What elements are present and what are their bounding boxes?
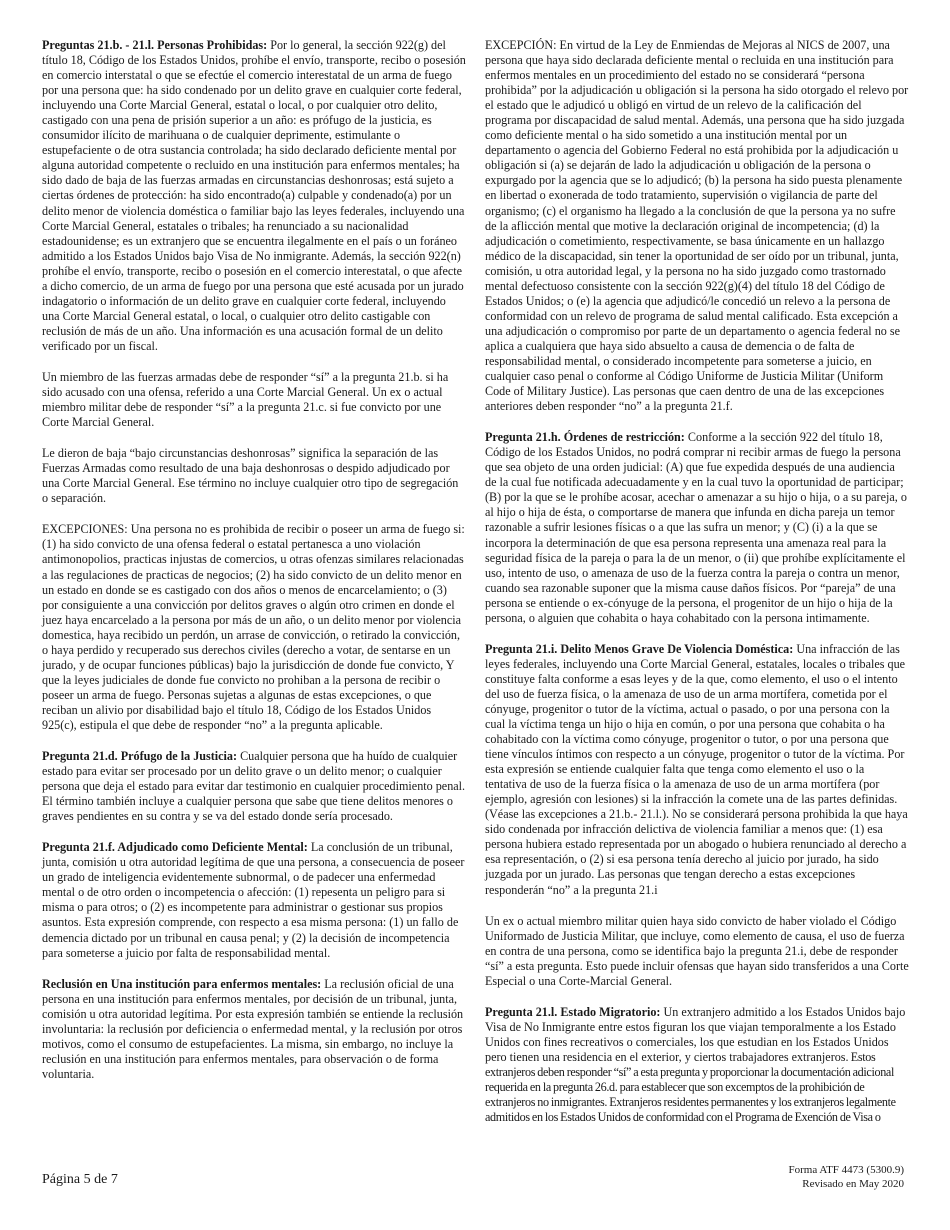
paragraph-estado-migratorio: [485, 1005, 909, 1125]
text-estado-migratorio-condensed: Estos extranjeros deben responder “sí” a esta pregunta y proporcionar la documentación adicional requerida en la pregunta 26.d. para establecer que son excemptos de la prohibición de extranjeros no inmigrantes. Extranjeros residentes permanentes y los extranjeros legalmente admitidos en los Estados Unidos de conformidad con el Programa de Exención de Visa o: [485, 1049, 896, 1125]
paragraph-excepciones: [42, 522, 466, 733]
heading-ordenes-restriccion: Pregunta 21.h. Órdenes de restricción:: [485, 430, 685, 445]
text-baja-deshonrosa: Le dieron de baja “bajo circunstancias deshonrosas” significa la separación de las Fuerzas Armadas como resultado de una baja deshonrosas o despido adjudicado por una Corte Marcial General. Ese término no incluye cualquier otro tipo de segregación o separación.: [42, 446, 459, 506]
paragraph-baja-deshonrosa: [42, 446, 466, 506]
right-column: [485, 38, 909, 1141]
text-violencia-domestica: Una infracción de las leyes federales, incluyendo una Corte Marcial General, estatales, locales o tribales que constituye falta conforme a esas leyes y de la que, como elemento, el uso o el intento del uso de fuerza física, o la amenaza de uso de un arma mortífera, cometida por el cónyuge, progenitor o tutor de la víctima, actual o pasado, o por una persona con la cual la víctima tenga un hijo o hija en común, o por una persona que cohabita o ha cohabitado con la víctima como cónyuge, progenitor o tutor, o por una persona que tiene vínculos íntimos con respecto a un cónyuge, progenitor o tutor de la víctima. Por esta expresión se entiende cualquier falta que tenga como elemento el uso o la tentativa de uso de la fuerza física o la amenaza de uso de un arma mortífera (por ejemplo, agresión con lesiones) si la infracción la comete una de las partes definidas. (Véase las excepciones a 21.b.- 21.l.). No se considerará persona prohibida la que haya sido condenada por infracción delictiva de violencia familiar a menos que: (1) esa persona hubiera estado representada por un abogado o hubiera renunciado al derecho a esa representación, o (2) si esa persona tenía derecho al juicio por jurado, ha sido juzgada por un jurado. Las personas que tengan derecho a estas excepciones responderán “no” a la pregunta 21.i: [485, 641, 908, 897]
paragraph-fuerzas-armadas: [42, 370, 466, 430]
paragraph-ex-militar: [485, 914, 909, 989]
revision-date: Revisado en May 2020: [802, 1178, 904, 1190]
page-number: Página 5 de 7: [42, 1172, 118, 1187]
text-deficiente-mental: La conclusión de un tribunal, junta, comisión u otra autoridad legítima de que una persona, a consecuencia de poseer un grado de inteligencia evidentemente subnormal, o de padecer una enfermedad mental o de otro orden o incompetencia o afección: (1) repesenta un peligro para si misma o para otros; o (2) es incompetente para administrar o gestionar sus propios asuntos. Esta expresión comprende, con respecto a esa misma persona: (1) un fallo de demencia dictado por un tribunal en causa penal; y (2) la decisión de incompetencia para someterse a juicio por falta de responsabilidad mental.: [42, 840, 465, 960]
text-reclusion: La reclusión oficial de una persona en una institución para enfermos mentales, por decisión de un tribunal, junta, comisión u otra autoridad legítima. Por esta expresión también se entiende la reclusión involuntaria: la reclusión por deficiencia o enfermedad mental, y la reclusión por otros motivos, como el consumo de estupefacientes. La misma, sin embargo, no incluye la reclusión en una institución para enfermos mentales, para observación o de forma voluntaria.: [42, 976, 464, 1081]
text-excepcion-nics: EXCEPCIÓN: En virtud de la Ley de Enmiendas de Mejoras al NICS de 2007, una persona que haya sido declarada deficiente mental o recluida en una institución para enfermos mentales en un procedimiento del estado no se considerará “persona prohibida” por la adjudicación u obligación si la persona ha sido otorgado el relevo por el estado que le adjudicó u obligó en virtud de un relevo de la calificación del programa por discapacidad de salud mental. Además, una persona que ha sido juzgada como deficiente mental o ha sido sometido a una institución mental por un departamento o agencia del Gobierno Federal no está prohibida por la adjudicación u obligación si (a) se dejarán de lado la adjudicación u obligación de la persona o expurgado por la agencia que se lo adjudicó; (b) la persona ha sido puesta plenamente en libertad o exonerada de todo tratamiento, supervisión o vigilancia de parte del organismo; (c) el organismo ha llegado a la conclusión de que la persona ya no sufre de la aflicción mental que motive la declaración original de incompetencia; (d) la adjudicación o cometimiento, respectivamente, se basa únicamente en un hallazgo médico de la discapacidad, sin tener la oportunidad de ser oído por un tribunal, junta, comisión, u otra autoridad legal, y la persona no ha sido juzgado como trastornado mental defectuoso consistente con la sección 922(g)(4) del título 18 del Código de Estados Unidos; o (e) la agencia que adjudicó/le concedió un relevo a la persona de conformidad con un relevo de programa de salud mental calificado. Esta excepción a una adjudicación o compromiso por parte de un departamento o agencia federal no se aplica a cualquiera que haya sido absuelto a causa de demencia o de falta de responsabilidad mental, o considerado incompetente para someterse a juicio, en cualquier caso penal o conforme al Código Uniforme de Justicia Militar (Uniform Code of Military Justice). Las personas que caen dentro de una de las excepciones anteriores deben responder “no” a la pregunta 21.f.: [485, 38, 909, 414]
heading-estado-migratorio: Pregunta 21.l. Estado Migratorio:: [485, 1004, 661, 1019]
text-excepciones: EXCEPCIONES: Una persona no es prohibida de recibir o poseer un arma de fuego si: (1) ha sido convicto de una ofensa federal o estatal pertanesca a uno violación antimonopolios, practicas injustas de comercios, u otras ofenzas similares relacionadas a las regulaciones de practicas de negocios; (2) ha sido convicto de un delito menor en un estado en donde se es castigado con dos años o menos de encarcelamiento; o (3) por consiguiente a una convicción por delitos graves o algún otro crimen en donde el juez haya encarcelado a la persona por más de un año, o un delito menor por violencia domestica, haya recibido un perdón, un arrase de convicción, o retirado la convicción, o haya perdido y recuperado sus derechos civiles (derecho a votar, de sentarse en un jurado, y de ocupar funciones públicas) bajo la jurisdicción de donde fue convicto, Y que la leyes judiciales de donde fue convicto no prohiban a la persona de recibir o poseer un arma de fuego. Personas sujetas a algunas de estas excepciones, o que reciban un alivio por disabilidad bajo el título 18, Código de los Estados Unidos 925(c), estipula el que debe de responder “no” a la pregunta aplicable.: [42, 522, 465, 732]
paragraph-deficiente-mental: [42, 840, 466, 960]
paragraph-violencia-domestica: [485, 642, 909, 898]
heading-personas-prohibidas: Preguntas 21.b. - 21.l. Personas Prohibidas:: [42, 38, 268, 52]
heading-reclusion: Reclusión en Una institución para enfermos mentales:: [42, 976, 322, 991]
text-ordenes-restriccion: Conforme a la sección 922 del título 18, Código de los Estados Unidos, no podrá comprar ni recibir armas de fuego la persona que sea objeto de una orden judicial: (A) que fue expedida después de una audiencia de la cual fue notificada adecuadamente y en la cual tuvo la oportunidad de participar; (B) por la que se le prohíbe acosar, acechar o amenazar a su hijo o hija, o a su pareja, o al hijo o hija de ésta, o comportarse de manera que infunda en dicha pareja un temor razonable a sufrir lesiones físicas o a que las sufra un menor; y (C) (i) a la que se incorpora la determinación de que esa persona representa una amenaza real para la seguridad física de la pareja o para la de un menor, o (ii) que prohíbe explícitamente el uso, intento de uso, o amenaza de uso de la fuerza contra la pareja o contra un menor, cuando sea razonable suponer que la misma cause daños físicos. Por “pareja” de una persona se entiende o ex-cónyuge de la persona, el progenitor de un hijo o hija de la persona, o alguien que cohabita o haya cohabitado con la persona intimamente.: [485, 430, 907, 625]
text-profugo: Cualquier persona que ha huído de cualquier estado para evitar ser procesado por un delito grave o un delito menor; o cualquier persona que deja el estado para evitar dar testimonio en cualquier procedimiento penal. El término también incluye a cualquier persona que sabe que tiene delitos menores o graves pendientes en su contra y se va del estado donde sería procesado.: [42, 749, 466, 824]
paragraph-excepcion-nics: [485, 38, 909, 414]
paragraph-reclusion: [42, 977, 466, 1082]
form-identifier: [789, 1163, 905, 1191]
left-column: [42, 38, 466, 1098]
paragraph-personas-prohibidas: [42, 38, 466, 354]
text-personas-prohibidas: Por lo general, la sección 922(g) del título 18, Código de los Estados Unidos, prohíbe el envío, transporte, recibo o posesión en comercio interstatal o que se efectúe el comercio interestatal de un arma de fuego por una persona que: ha sido condenado por un delito grave en cualquier corte federal, incluyendo una Corte Marcial General, estatal o local, o por cualquier otro delito, castigado con una pena de prisión superior a un año: es prófugo de la justicia, es consumidor ilícito de marihuana o de cualquier deprimente, estimulante o estupefaciente o de otra sustancia controlada; ha sido declarado deficiente mental por alguna autoridad competente o recluido en una institución para enfermos mentales; ha sido dado de baja de las fuerzas armadas en circunstancias deshonrosas; está sujeto a ciertas órdenes de protección: ha sido encontrado(a) culpable y condenado(a) por un delito menor de violencia doméstica o familiar bajo las leyes federales, incluyendo una Corte Marcial General, estatales o tribales; ha renunciado a su nacionalidad estadounidense; es un extranjero que se encuentra ilegalmente en el país o un foráneo admitido a los Estados Unidos bajo Visa de No inmigrante. Además, la sección 922(n) prohíbe el envío, transporte, recibo o posesión en el comercio interestatal, o que afecte a dicho comercio, de un arma de fuego por una persona que esté acusada por un jurado indagatorio o información de un delito grave en cualquier corte federal, incluyendo una Corte Marcial General estatal, o local, o cualquier otro delito castigable con reclusión de más de un año. Una información es una acusación formal de un delito verificado por un fiscal.: [42, 38, 466, 353]
heading-deficiente-mental: Pregunta 21.f. Adjudicado como Deficiente Mental:: [42, 840, 308, 855]
form-number: Forma ATF 4473 (5300.9): [788, 1164, 904, 1176]
text-estado-migratorio: Un extranjero admitido a los Estados Unidos bajo Visa de No Inmigrante entre estos figuran los que viajan temporalmente a los Estado Unidos con fines recreativos o comerciales, los que estudian en los Estados Unidos pero tienen una residencia en el exterior, y ciertos trabajadores extranjeros.: [485, 1004, 906, 1064]
paragraph-profugo: [42, 749, 466, 824]
heading-violencia-domestica: Pregunta 21.i. Delito Menos Grave De Violencia Doméstica:: [485, 641, 794, 656]
text-fuerzas-armadas: Un miembro de las fuerzas armadas debe de responder “sí” a la pregunta 21.b. si ha sido acusado con una ofensa, referido a una Corte Marcial General. Un ex o actual miembro militar debe de responder “sí” a la pregunta 21.c. si fue convicto por une Corte Marcial General.: [42, 369, 449, 430]
paragraph-ordenes-restriccion: [485, 430, 909, 626]
heading-profugo: Pregunta 21.d. Prófugo de la Justicia:: [42, 749, 238, 764]
text-ex-militar: Un ex o actual miembro militar quien haya sido convicto de haber violado el Código Uniformado de Justicia Militar, que incluye, como elemento de causa, el uso de fuerza en contra de una persona, como se identifica bajo la pregunta 21.i, debe de responder “sí” a esta pregunta. Esto puede incluir ofensas que hayan sido transferidos a una Corte Especial o una Corte-Marcial General.: [485, 913, 909, 988]
